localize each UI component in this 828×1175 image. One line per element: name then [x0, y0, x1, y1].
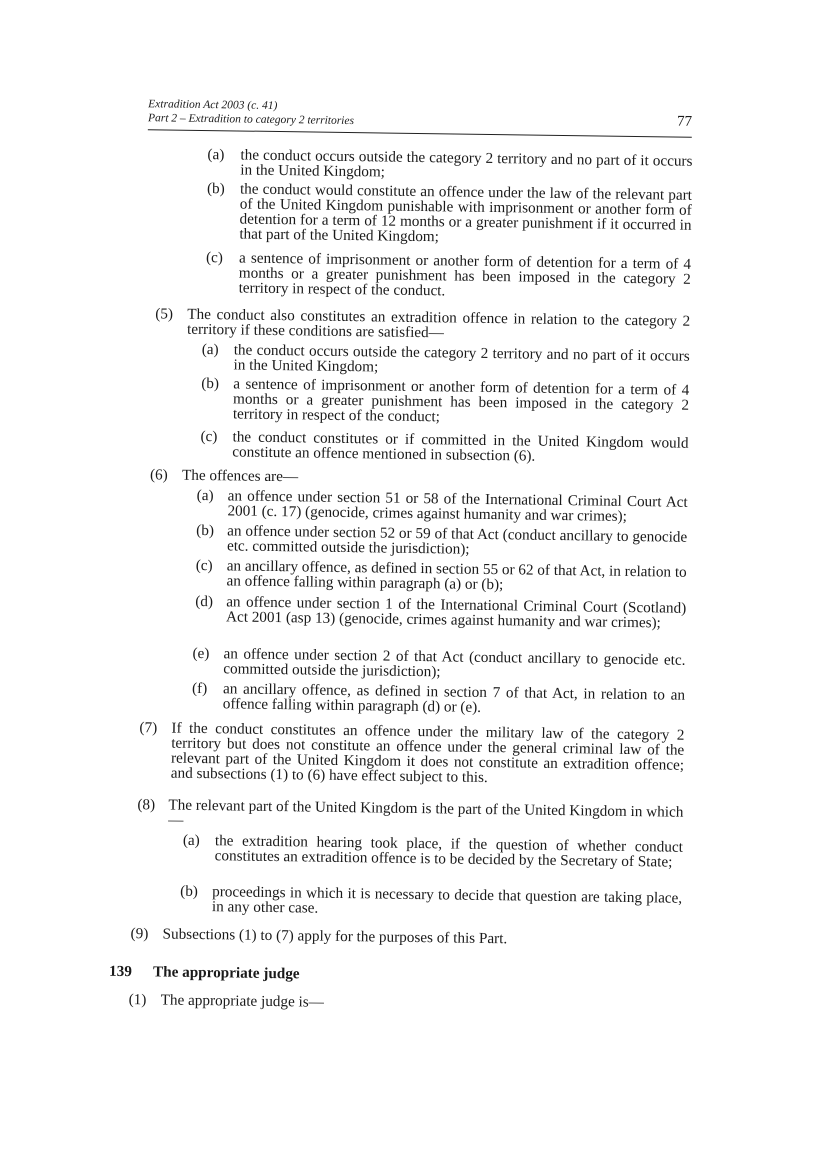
subsection-text: The relevant part of the United Kingdom is the part of the United Kingdom in which— — [168, 796, 684, 829]
para-label: (b) — [180, 882, 199, 900]
subsection-label: (6) — [149, 466, 168, 484]
para-text: the conduct occurs outside the category 2 territory and no part of it occurs in the United Kingdom; — [233, 341, 690, 376]
subsection-text: The appropriate judge is— — [160, 991, 325, 1011]
para-label: (c) — [205, 249, 224, 267]
para-text: an offence under section 2 of that Act (conduct ancillary to genocide etc. committed outside the jurisdiction); — [223, 645, 686, 681]
subsection-text: Subsections (1) to (7) apply for the purposes of this Part. — [162, 925, 508, 948]
subsection-label: (8) — [137, 796, 156, 814]
para-text: an offence under section 51 or 58 of the International Criminal Court Act 2001 (c. 17) (genocide, crimes against humanity and war crimes); — [227, 487, 688, 525]
para-text: the conduct occurs outside the category 2 territory and no part of it occurs in the United Kingdom; — [240, 146, 693, 181]
para-text: a sentence of imprisonment or another form of detention for a term of 4 months or a greater punishment has been imposed in the category 2 territory in respect of the conduct; — [232, 375, 690, 426]
subsection-label: (7) — [139, 719, 158, 737]
para-text: a sentence of imprisonment or another form of detention for a term of 4 months or a greater punishment has been imposed in the category 2 territory in respect of the conduct. — [238, 249, 692, 300]
para-text: an offence under section 52 or 59 of that Act (conduct ancillary to genocide etc. committed outside the jurisdiction); — [226, 522, 688, 558]
section-number: 139 — [108, 962, 132, 981]
para-label: (a) — [182, 831, 200, 849]
subsection-text: The conduct also constitutes an extradition offence in relation to the category 2 territory if these conditions are satisfied— — [186, 305, 691, 342]
para-label: (a) — [196, 486, 214, 505]
para-label: (b) — [201, 374, 220, 393]
para-text: proceedings in which it is necessary to decide that question are taking place, in any other case. — [211, 883, 683, 917]
subsection-text: The offences are— — [181, 466, 299, 486]
act-title: Extradition Act 2003 (c. 41) — [148, 98, 278, 113]
running-header — [148, 97, 692, 133]
para-text: the conduct would constitute an offence under the law of the relevant part of the United Kingdom punishable with imprisonment or another form of detention for a term of 12 months or a greater punishment if it occurred in that part of the United Kingdom; — [239, 180, 693, 246]
para-text: the conduct constitutes or if committed in the United Kingdom would constitute an offence mentioned in subsection (6). — [232, 428, 689, 465]
para-label: (a) — [207, 146, 225, 164]
para-label: (c) — [200, 427, 218, 446]
para-text: the extradition hearing took place, if the question of whether conduct constitutes an extradition offence is to be decided by the Secretary of State; — [214, 832, 683, 871]
section-title: The appropriate judge — [152, 963, 300, 983]
subsection-label: (1) — [128, 991, 147, 1009]
para-label: (a) — [201, 340, 219, 359]
subsection-label: (9) — [130, 925, 149, 943]
para-text: an offence under section 1 of the International Criminal Court (Scotland) Act 2001 (asp 13) (genocide, crimes against humanity and war crimes); — [225, 593, 687, 632]
para-label: (e) — [192, 644, 210, 663]
para-text: an ancillary offence, as defined in section 55 or 62 of that Act, in relation to an offence falling within paragraph (a) or (b); — [226, 557, 687, 594]
page-number: 77 — [676, 113, 693, 130]
page-body — [0, 144, 828, 1011]
subsection-label: (5) — [155, 305, 174, 323]
subsection-text: If the conduct constitutes an offence under the military law of the category 2 territory but does not constitute an offence under the general criminal law of the relevant part of the United Kingdom it does not constitute an extradition offence; and subsections (1) to (6) have effect subject to this. — [170, 719, 685, 787]
para-label: (c) — [195, 556, 213, 575]
para-text: an ancillary offence, as defined in section 7 of that Act, in relation to an offence falling within paragraph (d) or (e). — [222, 680, 686, 716]
para-label: (d) — [195, 592, 214, 611]
part-title: Part 2 – Extradition to category 2 territories — [147, 112, 355, 128]
para-label: (b) — [196, 521, 215, 540]
para-label: (b) — [206, 180, 225, 198]
para-label: (f) — [191, 679, 208, 698]
